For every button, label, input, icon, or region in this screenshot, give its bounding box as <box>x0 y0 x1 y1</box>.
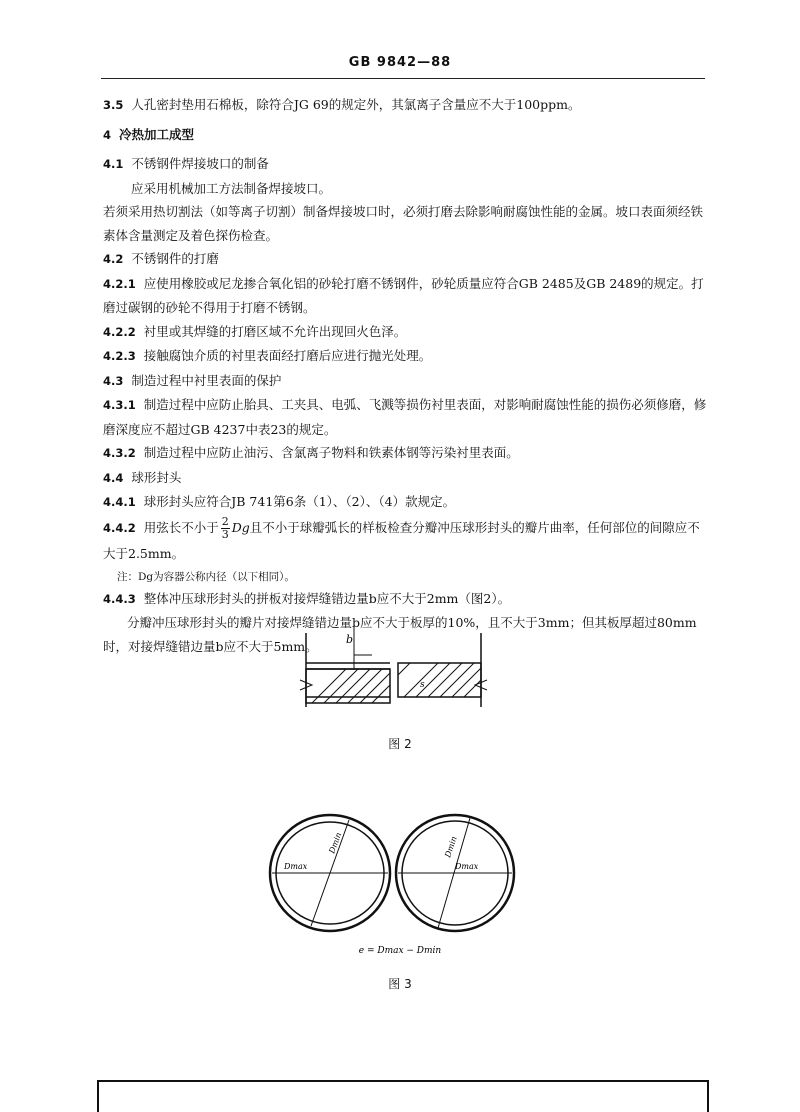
para-4-2-1 <box>103 272 707 320</box>
figure-3-caption: 图 3 <box>388 977 412 991</box>
para-3-5 <box>103 93 707 118</box>
section-number: 4 <box>103 127 112 142</box>
section-number: 4.2 <box>103 252 124 266</box>
section-number: 4.1 <box>103 157 124 171</box>
para-4-4-2 <box>103 515 707 567</box>
section-number: 4.3.1 <box>103 398 136 412</box>
figure-2-diagram <box>0 625 800 725</box>
label-dmax-right: Dmax <box>455 862 479 871</box>
label-dmax-left: Dmax <box>284 862 308 871</box>
para-4-1-a: 应采用机械加工方法制备焊接坡口。 <box>131 180 332 196</box>
section-number: 3.5 <box>103 98 124 112</box>
para-4-2-3 <box>103 344 707 369</box>
section-number: 4.3 <box>103 373 124 388</box>
heading-text: 不锈钢件焊接坡口的制备 <box>131 156 269 171</box>
para-4-1-b: 若须采用热切割法（如等离子切割）制备焊接坡口时，必须打磨去除影响耐腐蚀性能的金属。坡口表面须经铁素体含量测定及着色探伤检查。 <box>103 204 704 243</box>
section-number: 4.2.1 <box>103 276 136 291</box>
heading-text: 冷热加工成型 <box>119 126 195 142</box>
heading-text: 球形封头 <box>131 469 182 485</box>
para-text: 人孔密封垫用石棉板，除符合JG 69的规定外，其氯离子含量应不大于100ppm。 <box>131 97 581 112</box>
section-number: 4.4 <box>103 470 124 485</box>
para-text: 整体冲压球形封头的拼板对接焊缝错边量b应不大于2mm（图2）。 <box>143 590 511 606</box>
para-text: 制造过程中应防止油污、含氯离子物料和铁素体钢等污染衬里表面。 <box>143 445 519 460</box>
header-rule <box>101 78 705 79</box>
label-b: b <box>346 633 354 646</box>
label-dmin-left: Dmin <box>327 831 344 855</box>
para-text: 应使用橡胶或尼龙掺合氧化铝的砂轮打磨不锈钢件，砂轮质量应符合GB 2485及GB 2489的规定。打磨过碳钢的砂轮不得用于打磨不锈钢。 <box>103 275 704 315</box>
main-content <box>103 93 707 658</box>
para-text-post: 且不小于球瓣弧长的样板检查分瓣冲压球形封头的瓣片曲率，任何部位的间隙应不大于2.5mm。 <box>103 519 700 561</box>
para-4-4-3-b: 分瓣冲压球形封头的瓣片对接焊缝错边量b应不大于板厚的10%，且不大于3mm；但其板厚超过80mm时，对接焊缝错边量b应不大于5mm。 <box>103 615 697 654</box>
figure-2-caption: 图 2 <box>388 737 412 751</box>
heading-4 <box>103 123 707 148</box>
formula-e: e = Dmax − Dmin <box>358 946 442 956</box>
fraction-numerator: 2 <box>221 514 229 528</box>
para-4-4-1 <box>103 490 707 515</box>
heading-4-2 <box>103 247 707 272</box>
fraction <box>221 516 230 541</box>
page-header: GB 9842—88 <box>348 55 452 70</box>
fraction-denominator: 3 <box>221 527 229 541</box>
para-4-2-2 <box>103 320 707 345</box>
note-4-4-2: 注：Dg为容器公称内径（以下相同）。 <box>117 570 295 583</box>
heading-text: 制造过程中衬里表面的保护 <box>131 372 282 388</box>
heading-4-3 <box>103 369 707 394</box>
para-text-pre: 用弦长不小于 <box>143 519 219 535</box>
heading-text: 不锈钢件的打磨 <box>131 251 219 266</box>
section-number: 4.4.2 <box>103 520 136 535</box>
section-number: 4.2.3 <box>103 349 136 363</box>
heading-4-1 <box>103 152 707 177</box>
para-4-3-2 <box>103 441 707 466</box>
section-number: 4.4.3 <box>103 591 136 606</box>
figure-3-diagram <box>0 810 800 970</box>
section-number: 4.3.2 <box>103 446 136 460</box>
label-dmin-right: Dmin <box>443 835 459 859</box>
page-frame-bottom <box>97 1080 709 1112</box>
para-text: 制造过程中应防止胎具、工夹具、电弧、飞溅等损伤衬里表面，对影响耐腐蚀性能的损伤必须修磨，修磨深度应不超过GB 4237中表23的规定。 <box>103 397 707 437</box>
para-text: 衬里或其焊缝的打磨区域不允许出现回火色泽。 <box>143 323 407 339</box>
section-number: 4.4.1 <box>103 495 136 509</box>
para-4-3-1 <box>103 393 707 441</box>
section-number: 4.2.2 <box>103 324 136 339</box>
para-4-4-3 <box>103 587 707 612</box>
heading-4-4 <box>103 466 707 491</box>
dg-symbol: Dg <box>231 519 250 535</box>
para-text: 接触腐蚀介质的衬里表面经打磨后应进行抛光处理。 <box>143 348 432 363</box>
label-s: s <box>420 680 425 690</box>
para-text: 球形封头应符合JB 741第6条（1）、（2）、（4）款规定。 <box>143 494 456 509</box>
